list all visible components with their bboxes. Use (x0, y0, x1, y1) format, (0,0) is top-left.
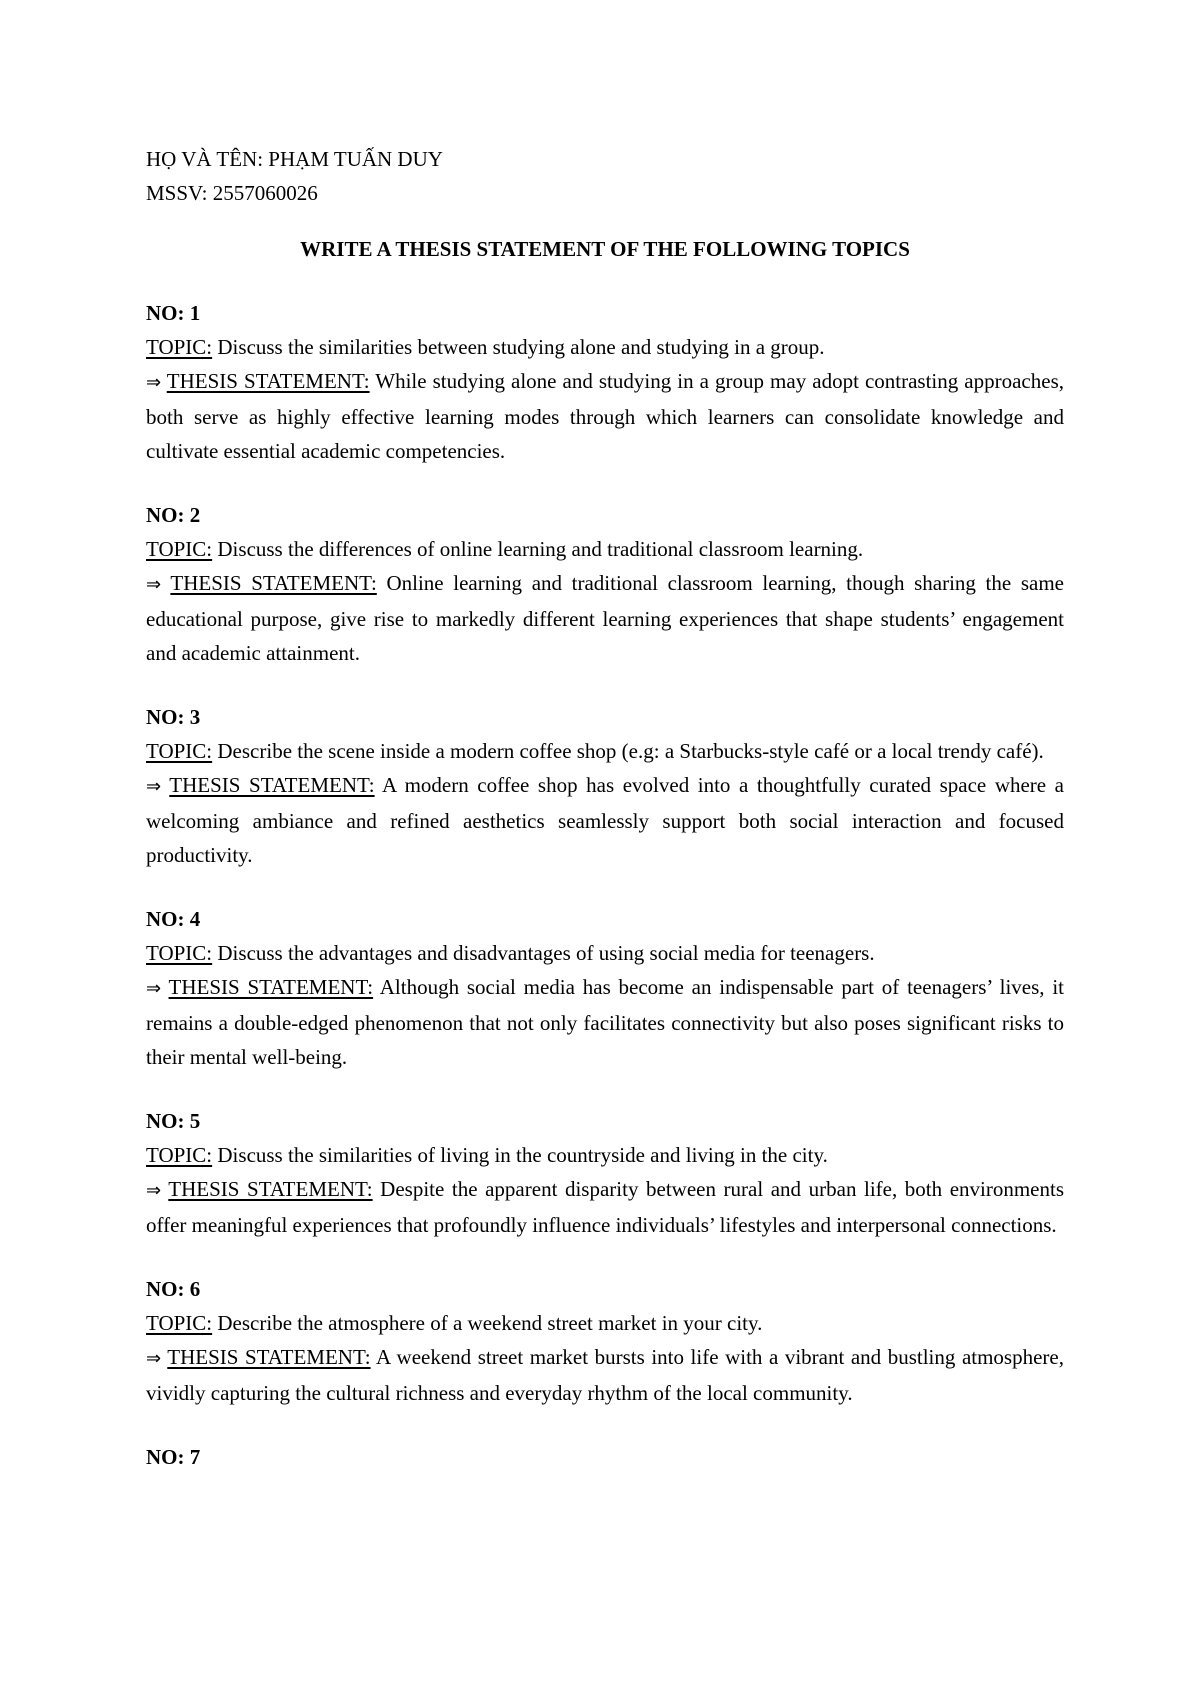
thesis-line (146, 364, 1064, 468)
topic-label: TOPIC: (146, 739, 213, 763)
item-number: NO: 1 (146, 301, 201, 325)
topic-text: Discuss the similarities of living in the countryside and living in the city. (212, 1143, 828, 1167)
topic-item-1 (146, 296, 1064, 468)
topic-label: TOPIC: (146, 1311, 213, 1335)
thesis-label: THESIS STATEMENT: (167, 1345, 371, 1369)
item-number: NO: 7 (146, 1445, 201, 1469)
topic-line (146, 936, 1064, 970)
thesis-text: Despite the apparent disparity between rural and urban life, both environments offer meaningful experiences that profoundly influence individuals’ lifestyles and interpersonal connections. (146, 1177, 1064, 1237)
thesis-line (146, 768, 1064, 872)
arrow-icon: ⇒ (146, 978, 162, 999)
topic-label: TOPIC: (146, 335, 213, 359)
thesis-line (146, 1172, 1064, 1242)
thesis-text: While studying alone and studying in a group may adopt contrasting approaches, both serve as highly effective learning modes through which learners can consolidate knowledge and cultivate essential academic competencies. (146, 369, 1064, 463)
document-page (146, 142, 1064, 1504)
topic-item-4 (146, 902, 1064, 1074)
topic-line (146, 532, 1064, 566)
student-name: HỌ VÀ TÊN: PHẠM TUẤN DUY (146, 147, 443, 171)
thesis-line (146, 1340, 1064, 1410)
arrow-icon: ⇒ (146, 776, 162, 797)
thesis-text: A modern coffee shop has evolved into a thoughtfully curated space where a welcoming ambiance and refined aesthetics seamlessly support both social interaction and focused productivity. (146, 773, 1064, 867)
topic-item-2 (146, 498, 1064, 670)
arrow-icon: ⇒ (146, 372, 162, 393)
topic-text: Discuss the advantages and disadvantages of using social media for teenagers. (212, 941, 875, 965)
student-id: MSSV: 2557060026 (146, 181, 318, 205)
item-number: NO: 5 (146, 1109, 201, 1133)
thesis-label: THESIS STATEMENT: (168, 975, 374, 999)
topic-item-7 (146, 1440, 1064, 1474)
arrow-icon: ⇒ (146, 1180, 162, 1201)
thesis-label: THESIS STATEMENT: (166, 369, 370, 393)
item-number: NO: 3 (146, 705, 201, 729)
topic-item-3 (146, 700, 1064, 872)
item-number: NO: 6 (146, 1277, 201, 1301)
topic-line (146, 734, 1064, 768)
topic-item-5 (146, 1104, 1064, 1242)
thesis-text: Online learning and traditional classroom learning, though sharing the same educational purpose, give rise to markedly different learning experiences that shape students’ engagement and academic attainment. (146, 571, 1065, 665)
document-title: WRITE A THESIS STATEMENT OF THE FOLLOWING TOPICS (300, 237, 910, 261)
topic-text: Discuss the similarities between studying alone and studying in a group. (212, 335, 825, 359)
thesis-label: THESIS STATEMENT: (168, 1177, 373, 1201)
topic-item-6 (146, 1272, 1064, 1410)
topic-list (146, 296, 1064, 1474)
topic-line (146, 1138, 1064, 1172)
arrow-icon: ⇒ (146, 574, 162, 595)
topic-text: Describe the scene inside a modern coffee shop (e.g: a Starbucks-style café or a local trendy café). (212, 739, 1044, 763)
arrow-icon: ⇒ (146, 1348, 162, 1369)
thesis-label: THESIS STATEMENT: (169, 773, 375, 797)
item-number: NO: 2 (146, 503, 201, 527)
topic-line (146, 1306, 1064, 1340)
thesis-label: THESIS STATEMENT: (170, 571, 377, 595)
item-number: NO: 4 (146, 907, 201, 931)
topic-text: Discuss the differences of online learning and traditional classroom learning. (212, 537, 864, 561)
topic-label: TOPIC: (146, 537, 213, 561)
topic-label: TOPIC: (146, 941, 213, 965)
thesis-text: Although social media has become an indispensable part of teenagers’ lives, it remains a double-edged phenomenon that not only facilitates connectivity but also poses significant risks to their mental well-being. (146, 975, 1064, 1069)
topic-text: Describe the atmosphere of a weekend street market in your city. (212, 1311, 763, 1335)
thesis-text: A weekend street market bursts into life with a vibrant and bustling atmosphere, vividly capturing the cultural richness and everyday rhythm of the local community. (146, 1345, 1064, 1405)
thesis-line (146, 970, 1064, 1074)
topic-label: TOPIC: (146, 1143, 213, 1167)
topic-line (146, 330, 1064, 364)
thesis-line (146, 566, 1064, 670)
